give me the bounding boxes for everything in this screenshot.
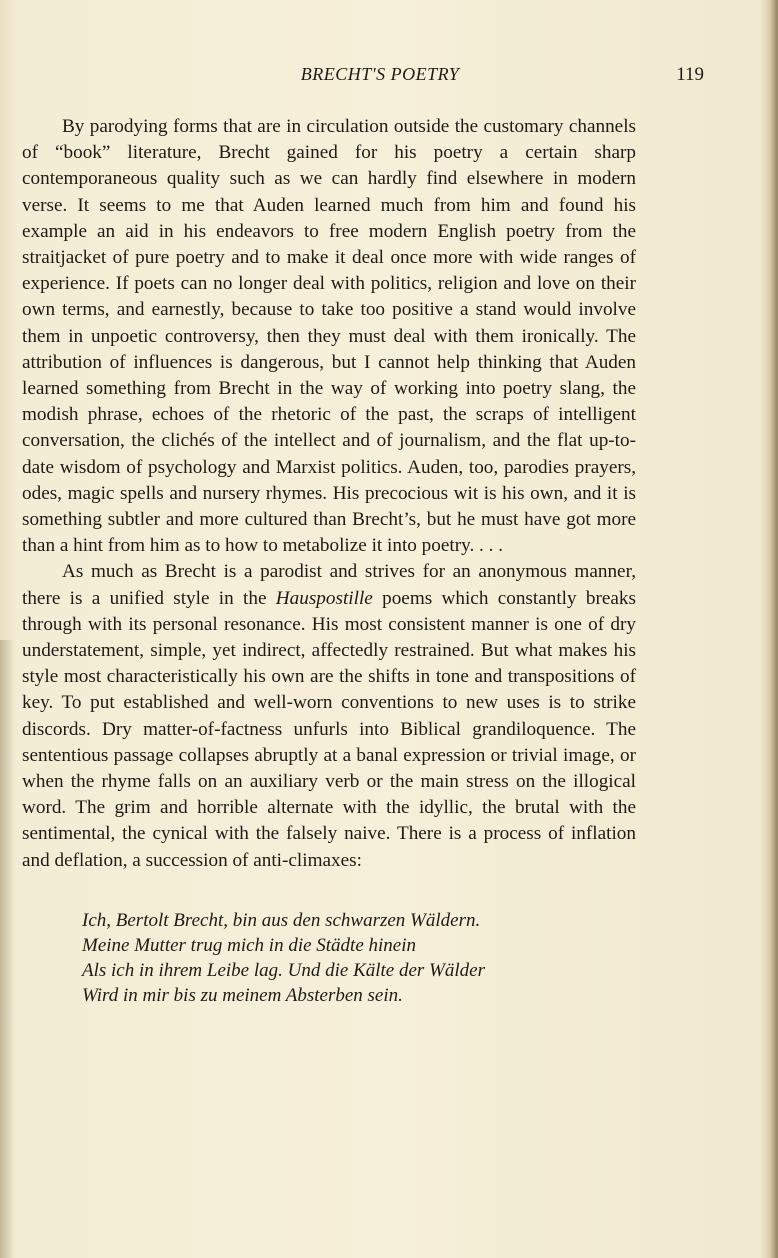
verse-line: Ich, Bertolt Brecht, bin aus den schwarzen Wäldern. — [82, 909, 481, 931]
verse-line: Wird in mir bis zu meinem Absterben sein. — [82, 984, 403, 1006]
verse-line: Meine Mutter trug mich in die Städte hinein — [82, 934, 417, 956]
page-number: 119 — [676, 64, 704, 85]
paragraph-2 — [22, 559, 636, 873]
page-gutter-shadow — [0, 640, 14, 1258]
verse-line: Als ich in ihrem Leibe lag. Und die Kälte der Wälder — [82, 959, 485, 981]
paragraph-1 — [22, 114, 636, 559]
book-title-hauspostille: Hauspostille — [275, 587, 373, 609]
running-title: BRECHT'S POETRY — [300, 64, 460, 84]
running-head — [60, 64, 720, 88]
verse-quotation — [82, 908, 636, 1008]
paragraph-2-before-title: As much as Brecht is a parodist and strives for an anonymous manner, there is a unified style in the — [22, 561, 636, 609]
paragraph-2-after-title: poems which constantly breaks through with its personal resonance. His most consistent manner is one of dry understatement, simple, yet indirect, affectedly restrained. But what makes his style most characteristically his own are the shifts in tone and transpositions of key. To put established and well-worn conventions to new uses is to strike discords. Dry matter-of-factness unfurls into Biblical grandiloquence. The sententious passage collapses abruptly at a banal expression or trivial image, or when the rhyme falls on an auxiliary verb or the main stress on the illogical word. The grim and horrible alternate with the idyllic, the brutal with the sentimental, the cynical with the falsely naive. There is a process of inflation and deflation, a succession of anti-climaxes: — [22, 587, 636, 871]
paragraph-1-text: By parodying forms that are in circulation outside the customary channels of “book” literature, Brecht gained for his poetry a certain sharp contemporaneous quality such as we can hardly find elsewhere in modern verse. It seems to me that Auden learned much from him and found his example an aid in his endeavors to free modern English poetry from the straitjacket of pure poetry and to make it deal once more with wide ranges of experience. If poets can no longer deal with politics, religion and love on their own terms, and earnestly, because to take too positive a stand would involve them in unpoetic controversy, then they must deal with them ironically. The attribution of influences is dangerous, but I cannot help thinking that Auden learned something from Brecht in the way of working into poetry slang, the modish phrase, echoes of the rhetoric of the past, the scraps of intelligent conversation, the clichés of the intellect and of journalism, and the flat up-to-date wisdom of psychology and Marxist politics. Auden, too, parodies prayers, odes, magic spells and nursery rhymes. His precocious wit is his own, and it is something subtler and more cultured than Brecht’s, but he must have got more than a hint from him as to how to metabolize it into poetry. . . . — [22, 116, 636, 557]
page-body — [22, 114, 636, 1008]
